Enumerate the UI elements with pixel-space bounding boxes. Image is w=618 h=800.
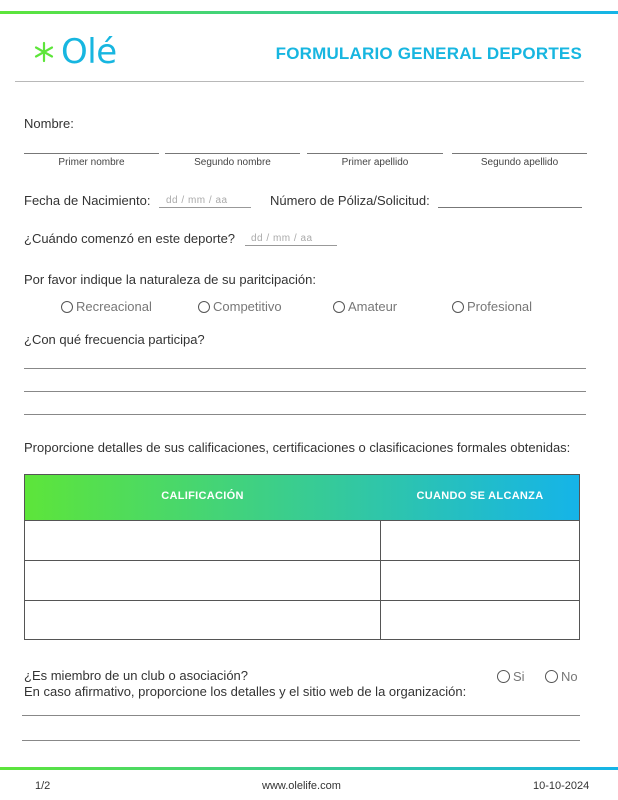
birth-date-field[interactable] [159, 207, 251, 208]
first-name-caption: Primer nombre [58, 157, 125, 168]
frequency-line-3[interactable] [24, 414, 586, 415]
table-cell[interactable] [25, 520, 380, 560]
page-number: 1/2 [35, 780, 51, 792]
radio-amateur[interactable] [333, 299, 397, 314]
frequency-line-2[interactable] [24, 391, 586, 392]
name-label: Nombre: [24, 116, 74, 131]
radio-recreational[interactable] [61, 299, 152, 314]
second-surname-caption: Segundo apellido [480, 157, 559, 168]
sport-start-placeholder: dd / mm / aa [251, 233, 313, 244]
sport-start-label: ¿Cuándo comenzó en este deporte? [24, 231, 236, 246]
radio-competitive[interactable] [198, 299, 282, 314]
qualifications-label: Proporcione detalles de sus calificaciones, certificaciones o clasificaciones formales obtenidas: [24, 440, 571, 455]
table-cell[interactable] [381, 560, 579, 600]
radio-amateur-label: Amateur [348, 299, 398, 314]
radio-competitive-label: Competitivo [213, 299, 282, 314]
column-header-when: CUANDO SE ALCANZA [416, 490, 544, 502]
club-details-line-2[interactable] [22, 740, 580, 741]
radio-club-no-label: No [561, 669, 578, 684]
radio-club-yes[interactable] [497, 669, 525, 684]
first-surname-field[interactable] [307, 153, 443, 154]
radio-professional-label: Profesional [467, 299, 533, 314]
policy-number-field[interactable] [438, 207, 582, 208]
radio-recreational-label: Recreacional [76, 299, 152, 314]
sport-start-field[interactable] [245, 245, 337, 246]
header-divider [15, 81, 584, 82]
logo-text: Olé [61, 32, 117, 72]
table-cell[interactable] [381, 520, 579, 560]
first-name-field[interactable] [24, 153, 159, 154]
radio-club-yes-label: Si [513, 669, 525, 684]
website-link[interactable]: www.olelife.com [262, 780, 341, 792]
radio-circle-icon[interactable] [333, 301, 345, 313]
birth-date-label: Fecha de Nacimiento: [24, 193, 151, 208]
radio-circle-icon[interactable] [61, 301, 73, 313]
club-question: ¿Es miembro de un club o asociación? [24, 668, 249, 683]
ole-logo [33, 30, 117, 74]
frequency-line-1[interactable] [24, 368, 586, 369]
asterisk-icon [33, 41, 55, 63]
radio-professional[interactable] [452, 299, 532, 314]
table-cell[interactable] [25, 560, 380, 600]
radio-circle-icon[interactable] [452, 301, 464, 313]
top-gradient-bar [0, 11, 618, 14]
form-title: FORMULARIO GENERAL DEPORTES [275, 44, 582, 63]
frequency-label: ¿Con qué frecuencia participa? [24, 332, 205, 347]
qualifications-table [24, 474, 580, 640]
club-detail-label: En caso afirmativo, proporcione los detalles y el sitio web de la organización: [24, 684, 467, 699]
footer-date: 10-10-2024 [533, 780, 590, 792]
birth-date-placeholder: dd / mm / aa [166, 195, 228, 206]
column-header-qualification: CALIFICACIÓN [161, 490, 244, 502]
first-surname-caption: Primer apellido [341, 157, 409, 168]
radio-club-no[interactable] [545, 669, 578, 684]
table-cell[interactable] [381, 600, 579, 639]
second-surname-field[interactable] [452, 153, 587, 154]
second-name-field[interactable] [165, 153, 300, 154]
radio-circle-icon[interactable] [497, 670, 510, 683]
table-header [25, 475, 579, 520]
club-details-line-1[interactable] [22, 715, 580, 716]
second-name-caption: Segundo nombre [194, 157, 271, 168]
bottom-gradient-bar [0, 767, 618, 770]
table-cell[interactable] [25, 600, 380, 639]
policy-number-label: Número de Póliza/Solicitud: [270, 193, 430, 208]
radio-circle-icon[interactable] [198, 301, 210, 313]
radio-circle-icon[interactable] [545, 670, 558, 683]
participation-label: Por favor indique la naturaleza de su paritcipación: [24, 272, 316, 287]
